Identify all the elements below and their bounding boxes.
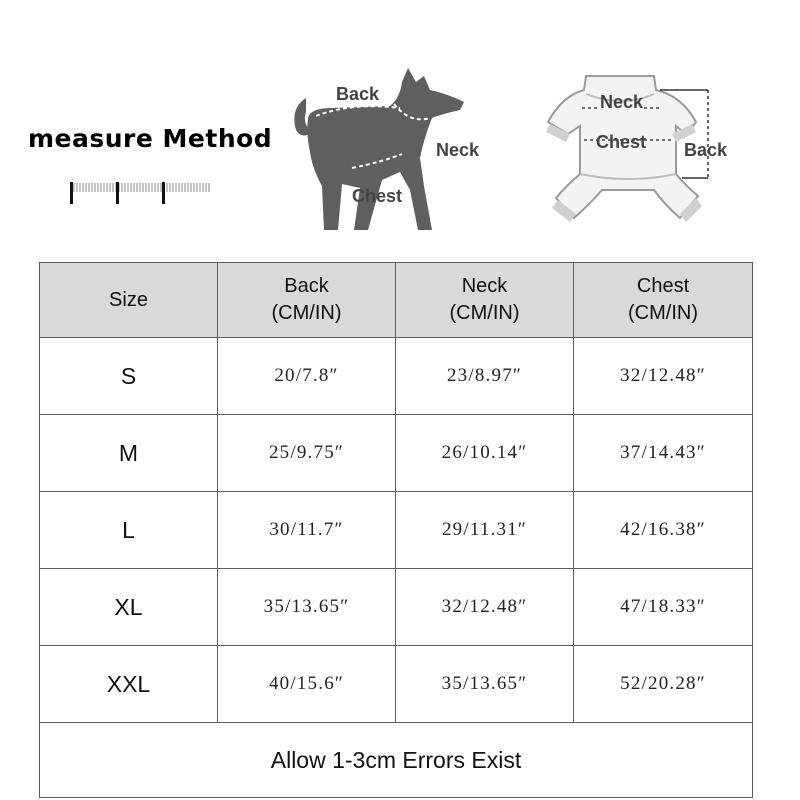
neck-cell: 26/10.14″: [396, 415, 574, 492]
back-cell: 25/9.75″: [218, 415, 396, 492]
chest-cell: 37/14.43″: [574, 415, 753, 492]
size-cell: XL: [40, 569, 218, 646]
back-cell: 40/15.6″: [218, 646, 396, 723]
table-row: [40, 646, 753, 723]
table-header-row: [40, 263, 753, 338]
header-neck-unit: (CM/IN): [449, 302, 520, 324]
header-neck-label: Neck: [461, 275, 508, 297]
dog-measure-diagram: [282, 68, 512, 240]
measure-method-section: [0, 0, 800, 262]
shirt-measure-diagram: [536, 68, 746, 244]
neck-cell: 29/11.31″: [396, 492, 574, 569]
shirt-neck-label: Neck: [600, 92, 644, 112]
table-note-row: [40, 723, 753, 798]
dog-chest-label: Chest: [352, 186, 403, 206]
size-cell: S: [40, 338, 218, 415]
table-row: [40, 338, 753, 415]
chest-cell: 42/16.38″: [574, 492, 753, 569]
table-row: [40, 492, 753, 569]
chest-cell: 52/20.28″: [574, 646, 753, 723]
size-chart-table: [39, 262, 753, 798]
size-cell: M: [40, 415, 218, 492]
measure-method-title: measure Method: [28, 124, 273, 153]
header-size: [40, 263, 218, 338]
size-cell: XXL: [40, 646, 218, 723]
back-cell: 35/13.65″: [218, 569, 396, 646]
header-size-label: Size: [109, 288, 148, 311]
header-back: [218, 263, 396, 338]
tolerance-note: Allow 1-3cm Errors Exist: [40, 723, 753, 798]
header-chest-unit: (CM/IN): [628, 302, 698, 324]
back-cell: 20/7.8″: [218, 338, 396, 415]
chest-cell: 47/18.33″: [574, 569, 753, 646]
dog-back-label: Back: [336, 84, 380, 104]
header-back-label: Back: [284, 275, 329, 297]
chest-cell: 32/12.48″: [574, 338, 753, 415]
neck-cell: 23/8.97″: [396, 338, 574, 415]
header-chest-label: Chest: [636, 275, 690, 297]
header-neck: [396, 263, 574, 338]
dog-neck-label: Neck: [436, 140, 480, 160]
size-cell: L: [40, 492, 218, 569]
ruler-icon: [70, 176, 210, 208]
table-row: [40, 569, 753, 646]
header-back-unit: (CM/IN): [271, 302, 342, 324]
neck-cell: 32/12.48″: [396, 569, 574, 646]
shirt-back-label: Back: [684, 140, 728, 160]
header-chest: [574, 263, 753, 338]
shirt-chest-label: Chest: [596, 132, 647, 152]
neck-cell: 35/13.65″: [396, 646, 574, 723]
table-row: [40, 415, 753, 492]
back-cell: 30/11.7″: [218, 492, 396, 569]
